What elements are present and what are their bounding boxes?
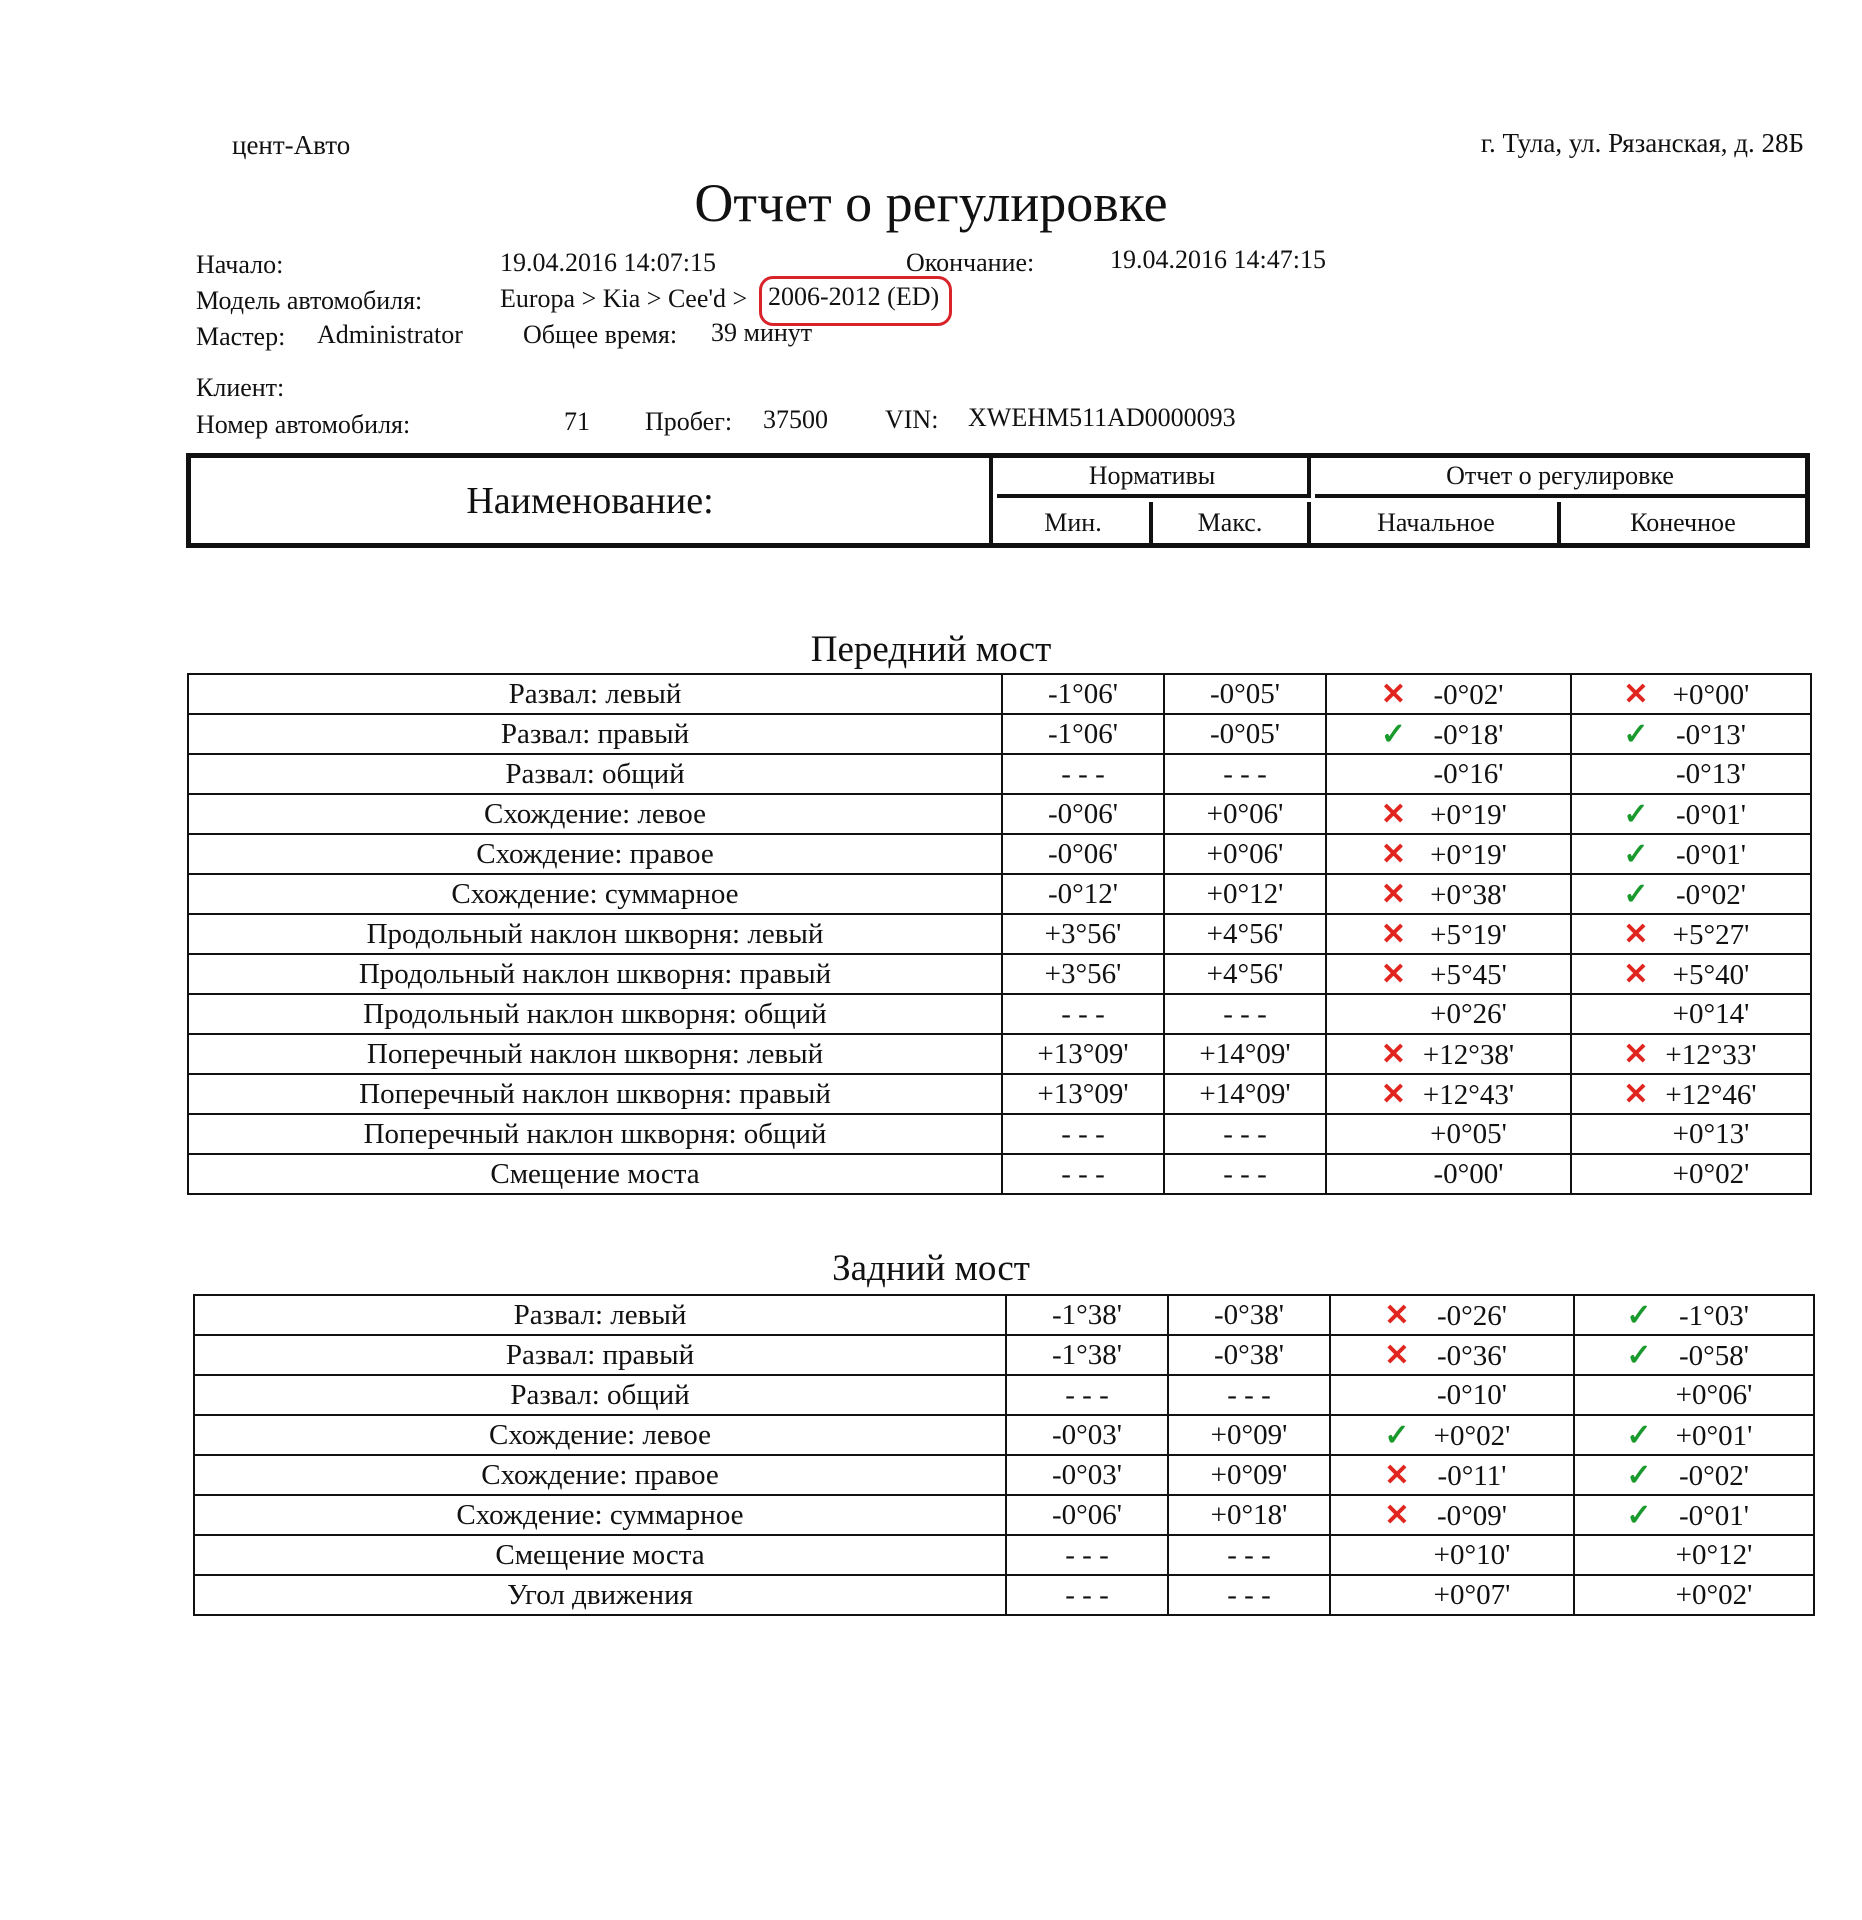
- initial-cell: [1330, 1415, 1574, 1455]
- initial-value: -0°00': [1433, 1157, 1504, 1190]
- fail-cross-icon: ✕: [1384, 1298, 1410, 1332]
- initial-cell: [1330, 1335, 1574, 1375]
- table-header: [186, 453, 1810, 548]
- table-row: [188, 754, 1811, 794]
- model-years: 2006-2012 (ED): [768, 282, 940, 311]
- norm-max: - - -: [1168, 1535, 1330, 1575]
- table-row: [188, 1074, 1811, 1114]
- fail-cross-icon: ✕: [1623, 957, 1649, 991]
- final-cell: [1574, 1295, 1814, 1335]
- param-name: Развал: общий: [188, 754, 1002, 794]
- initial-cell: [1330, 1375, 1574, 1415]
- mileage-value: 37500: [763, 405, 828, 434]
- table-row: [194, 1495, 1814, 1535]
- initial-cell: [1330, 1455, 1574, 1495]
- pass-check-icon: ✓: [1626, 1298, 1652, 1332]
- section-rear-title: Задний мост: [832, 1248, 1030, 1289]
- fail-cross-icon: ✕: [1380, 1037, 1407, 1071]
- pass-check-icon: ✓: [1623, 837, 1649, 871]
- norm-max: +0°09': [1168, 1455, 1330, 1495]
- norm-max: - - -: [1168, 1375, 1330, 1415]
- fail-cross-icon: ✕: [1623, 1077, 1649, 1111]
- initial-value: -0°02': [1433, 678, 1504, 711]
- norm-min: - - -: [1002, 1154, 1164, 1194]
- pass-check-icon: ✓: [1626, 1498, 1652, 1532]
- table-row: [194, 1535, 1814, 1575]
- pass-check-icon: ✓: [1626, 1418, 1652, 1452]
- final-cell: [1574, 1375, 1814, 1415]
- header-name: Наименование:: [191, 458, 993, 543]
- initial-cell: [1326, 714, 1571, 754]
- company-address: г. Тула, ул. Рязанская, д. 28Б: [1480, 128, 1804, 158]
- final-value: +0°13': [1672, 1117, 1750, 1150]
- end-value: 19.04.2016 14:47:15: [1110, 245, 1326, 274]
- final-value: +0°14': [1672, 997, 1750, 1030]
- header-norms: Нормативы: [997, 458, 1311, 498]
- table-row: [194, 1575, 1814, 1615]
- param-name: Продольный наклон шкворня: правый: [188, 954, 1002, 994]
- pass-check-icon: ✓: [1623, 797, 1649, 831]
- norm-min: -0°03': [1006, 1415, 1168, 1455]
- initial-cell: [1330, 1575, 1574, 1615]
- fail-cross-icon: ✕: [1380, 837, 1407, 871]
- final-cell: [1574, 1335, 1814, 1375]
- final-value: +12°46': [1665, 1078, 1757, 1111]
- mileage-label: Пробег:: [645, 407, 733, 436]
- table-row: [188, 874, 1811, 914]
- norm-min: - - -: [1002, 754, 1164, 794]
- company-name: цент-Авто: [232, 130, 351, 160]
- initial-cell: [1326, 834, 1571, 874]
- initial-value: -0°18': [1433, 718, 1504, 751]
- fail-cross-icon: ✕: [1623, 917, 1649, 951]
- norm-min: -1°38': [1006, 1335, 1168, 1375]
- norm-max: - - -: [1164, 754, 1326, 794]
- norm-min: - - -: [1002, 994, 1164, 1034]
- norm-min: - - -: [1006, 1575, 1168, 1615]
- final-value: +5°27': [1672, 918, 1750, 951]
- norm-max: +4°56': [1164, 914, 1326, 954]
- initial-cell: [1330, 1295, 1574, 1335]
- final-cell: [1571, 914, 1811, 954]
- norm-min: +13°09': [1002, 1034, 1164, 1074]
- final-cell: [1574, 1575, 1814, 1615]
- initial-value: -0°26': [1437, 1299, 1507, 1332]
- fail-cross-icon: ✕: [1623, 677, 1649, 711]
- initial-cell: [1326, 1074, 1571, 1114]
- vin-value: XWEHM511AD0000093: [968, 403, 1236, 432]
- norm-max: -0°05': [1164, 714, 1326, 754]
- header-report: Отчет о регулировке: [1315, 458, 1805, 498]
- final-cell: [1574, 1455, 1814, 1495]
- fail-cross-icon: ✕: [1380, 677, 1407, 711]
- header-max: Макс.: [1153, 502, 1311, 543]
- total-time-label: Общее время:: [523, 320, 678, 349]
- param-name: Схождение: левое: [188, 794, 1002, 834]
- param-name: Развал: левый: [194, 1295, 1006, 1335]
- final-value: -0°13': [1676, 718, 1746, 751]
- fail-cross-icon: ✕: [1623, 1037, 1649, 1071]
- param-name: Схождение: суммарное: [194, 1495, 1006, 1535]
- norm-max: -0°38': [1168, 1295, 1330, 1335]
- table-row: [188, 994, 1811, 1034]
- param-name: Развал: общий: [194, 1375, 1006, 1415]
- initial-cell: [1330, 1535, 1574, 1575]
- param-name: Смещение моста: [194, 1535, 1006, 1575]
- table-row: [188, 714, 1811, 754]
- table-row: [188, 914, 1811, 954]
- pass-check-icon: ✓: [1380, 717, 1407, 751]
- final-cell: [1571, 1154, 1811, 1194]
- param-name: Схождение: суммарное: [188, 874, 1002, 914]
- fail-cross-icon: ✕: [1380, 917, 1407, 951]
- final-cell: [1571, 754, 1811, 794]
- section-front-title: Передний мост: [810, 629, 1052, 670]
- table-row: [188, 834, 1811, 874]
- final-value: +12°33': [1665, 1038, 1757, 1071]
- table-row: [188, 1034, 1811, 1074]
- final-value: -0°02': [1679, 1459, 1749, 1492]
- initial-value: +5°45': [1430, 958, 1507, 991]
- final-value: -0°01': [1676, 838, 1746, 871]
- table-row: [188, 954, 1811, 994]
- fail-cross-icon: ✕: [1380, 957, 1407, 991]
- model-path: Europa > Kia > Cee'd >: [500, 284, 748, 313]
- initial-cell: [1326, 794, 1571, 834]
- norm-max: +4°56': [1164, 954, 1326, 994]
- vin-label: VIN:: [885, 405, 939, 434]
- initial-value: -0°10': [1437, 1378, 1507, 1411]
- final-cell: [1574, 1495, 1814, 1535]
- initial-cell: [1326, 914, 1571, 954]
- param-name: Поперечный наклон шкворня: общий: [188, 1114, 1002, 1154]
- final-value: -0°58': [1679, 1339, 1749, 1372]
- final-cell: [1574, 1535, 1814, 1575]
- norm-max: +0°09': [1168, 1415, 1330, 1455]
- header-min: Мин.: [997, 502, 1153, 543]
- final-cell: [1571, 994, 1811, 1034]
- final-cell: [1571, 794, 1811, 834]
- final-cell: [1571, 1114, 1811, 1154]
- norm-min: -1°06': [1002, 714, 1164, 754]
- table-row: [194, 1455, 1814, 1495]
- start-value: 19.04.2016 14:07:15: [500, 248, 716, 277]
- initial-value: +0°10': [1433, 1538, 1511, 1571]
- initial-cell: [1326, 674, 1571, 714]
- norm-max: - - -: [1164, 1114, 1326, 1154]
- norm-min: -1°38': [1006, 1295, 1168, 1335]
- pass-check-icon: ✓: [1384, 1418, 1410, 1452]
- final-cell: [1571, 674, 1811, 714]
- final-value: +0°02': [1675, 1578, 1753, 1611]
- final-cell: [1574, 1415, 1814, 1455]
- client-label: Клиент:: [196, 373, 285, 402]
- header-initial: Начальное: [1315, 502, 1561, 543]
- fail-cross-icon: ✕: [1380, 1077, 1407, 1111]
- param-name: Угол движения: [194, 1575, 1006, 1615]
- norm-min: - - -: [1006, 1535, 1168, 1575]
- table-row: [194, 1295, 1814, 1335]
- final-value: -0°13': [1676, 757, 1746, 790]
- pass-check-icon: ✓: [1626, 1338, 1652, 1372]
- param-name: Продольный наклон шкворня: левый: [188, 914, 1002, 954]
- norm-min: - - -: [1002, 1114, 1164, 1154]
- master-label: Мастер:: [196, 322, 286, 351]
- header-final: Конечное: [1630, 507, 1736, 537]
- norm-max: +0°06': [1164, 794, 1326, 834]
- norm-min: +13°09': [1002, 1074, 1164, 1114]
- table-row: [194, 1415, 1814, 1455]
- initial-cell: [1326, 1154, 1571, 1194]
- param-name: Продольный наклон шкворня: общий: [188, 994, 1002, 1034]
- initial-value: -0°11': [1437, 1459, 1507, 1492]
- norm-max: - - -: [1164, 994, 1326, 1034]
- table-row: [188, 794, 1811, 834]
- initial-value: -0°36': [1437, 1339, 1507, 1372]
- fail-cross-icon: ✕: [1384, 1458, 1410, 1492]
- initial-cell: [1326, 1114, 1571, 1154]
- total-time-value: 39 минут: [711, 318, 813, 347]
- norm-min: -0°06': [1002, 794, 1164, 834]
- rear-axle-table: [193, 1294, 1815, 1616]
- final-cell: [1571, 1034, 1811, 1074]
- final-cell: [1571, 834, 1811, 874]
- norm-min: -0°06': [1002, 834, 1164, 874]
- end-label: Окончание:: [906, 248, 1035, 277]
- final-cell: [1571, 874, 1811, 914]
- norm-max: +0°06': [1164, 834, 1326, 874]
- report-title: Отчет о регулировке: [694, 173, 1168, 233]
- fail-cross-icon: ✕: [1380, 797, 1407, 831]
- initial-cell: [1326, 954, 1571, 994]
- final-value: +0°01': [1675, 1419, 1753, 1452]
- param-name: Развал: левый: [188, 674, 1002, 714]
- initial-cell: [1326, 994, 1571, 1034]
- final-value: +0°02': [1672, 1157, 1750, 1190]
- initial-value: +0°38': [1430, 878, 1507, 911]
- final-value: +5°40': [1672, 958, 1750, 991]
- initial-value: +12°38': [1422, 1038, 1515, 1071]
- param-name: Поперечный наклон шкворня: правый: [188, 1074, 1002, 1114]
- plate-value: 71: [564, 407, 590, 436]
- table-row: [188, 1114, 1811, 1154]
- norm-min: +3°56': [1002, 954, 1164, 994]
- initial-value: +0°26': [1430, 997, 1507, 1030]
- param-name: Развал: правый: [188, 714, 1002, 754]
- norm-min: -0°12': [1002, 874, 1164, 914]
- final-cell: [1571, 1074, 1811, 1114]
- model-label: Модель автомобиля:: [196, 286, 423, 315]
- norm-min: -0°03': [1006, 1455, 1168, 1495]
- norm-min: -1°06': [1002, 674, 1164, 714]
- initial-value: +0°02': [1433, 1419, 1511, 1452]
- initial-value: -0°09': [1437, 1499, 1507, 1532]
- norm-max: -0°38': [1168, 1335, 1330, 1375]
- norm-min: - - -: [1006, 1375, 1168, 1415]
- table-row: [188, 674, 1811, 714]
- initial-value: -0°16': [1433, 757, 1504, 790]
- norm-min: +3°56': [1002, 914, 1164, 954]
- initial-cell: [1326, 874, 1571, 914]
- final-value: -0°01': [1676, 798, 1746, 831]
- final-value: +0°12': [1675, 1538, 1753, 1571]
- final-value: +0°06': [1675, 1378, 1753, 1411]
- initial-value: +0°19': [1430, 798, 1507, 831]
- front-axle-table: [187, 673, 1812, 1195]
- fail-cross-icon: ✕: [1384, 1498, 1410, 1532]
- pass-check-icon: ✓: [1623, 717, 1649, 751]
- param-name: Схождение: правое: [194, 1455, 1006, 1495]
- final-value: +0°00': [1672, 678, 1750, 711]
- pass-check-icon: ✓: [1626, 1458, 1652, 1492]
- fail-cross-icon: ✕: [1380, 877, 1407, 911]
- start-label: Начало:: [196, 250, 284, 279]
- param-name: Схождение: правое: [188, 834, 1002, 874]
- table-row: [194, 1335, 1814, 1375]
- initial-value: +0°05': [1430, 1117, 1507, 1150]
- param-name: Схождение: левое: [194, 1415, 1006, 1455]
- initial-value: +0°19': [1430, 838, 1507, 871]
- initial-cell: [1330, 1495, 1574, 1535]
- final-value: -0°02': [1676, 878, 1746, 911]
- norm-min: -0°06': [1006, 1495, 1168, 1535]
- norm-max: +14°09': [1164, 1034, 1326, 1074]
- norm-max: +0°18': [1168, 1495, 1330, 1535]
- initial-cell: [1326, 754, 1571, 794]
- norm-max: -0°05': [1164, 674, 1326, 714]
- param-name: Развал: правый: [194, 1335, 1006, 1375]
- norm-max: +0°12': [1164, 874, 1326, 914]
- fail-cross-icon: ✕: [1384, 1338, 1410, 1372]
- initial-value: +5°19': [1430, 918, 1507, 951]
- plate-label: Номер автомобиля:: [196, 410, 411, 439]
- final-cell: [1571, 954, 1811, 994]
- table-row: [194, 1375, 1814, 1415]
- param-name: Смещение моста: [188, 1154, 1002, 1194]
- initial-value: +0°07': [1433, 1578, 1511, 1611]
- final-cell: [1571, 714, 1811, 754]
- table-row: [188, 1154, 1811, 1194]
- param-name: Поперечный наклон шкворня: левый: [188, 1034, 1002, 1074]
- master-value: Administrator: [317, 320, 463, 349]
- pass-check-icon: ✓: [1623, 877, 1649, 911]
- final-value: -1°03': [1679, 1299, 1749, 1332]
- norm-max: +14°09': [1164, 1074, 1326, 1114]
- final-value: -0°01': [1679, 1499, 1749, 1532]
- initial-value: +12°43': [1422, 1078, 1515, 1111]
- norm-max: - - -: [1168, 1575, 1330, 1615]
- initial-cell: [1326, 1034, 1571, 1074]
- norm-max: - - -: [1164, 1154, 1326, 1194]
